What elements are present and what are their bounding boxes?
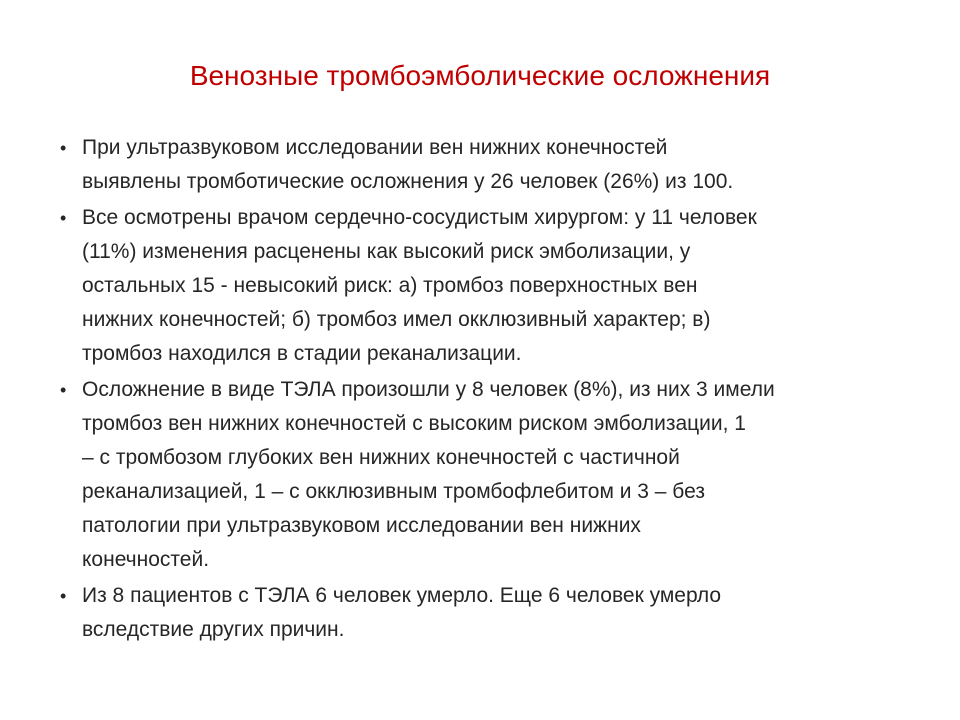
bullet-text-line: вследствие других причин. (82, 618, 345, 641)
slide-title: Венозные тромбоэмболические осложнения (189, 60, 771, 91)
bullet-text-line: (11%) изменения расценены как высокий риск эмболизации, у (82, 240, 691, 263)
bullet-text-line: тромбоз находился в стадии реканализации. (82, 342, 522, 365)
bullet-icon: • (60, 208, 67, 228)
bullet-item-3 (60, 373, 920, 577)
bullet-text-line: выявлены тромботические осложнения у 26 человек (26%) из 100. (82, 170, 734, 193)
bullet-text-line: – с тромбозом глубоких вен нижних конечностей с частичной (82, 446, 680, 469)
bullet-text-line: тромбоз вен нижних конечностей с высоким риском эмболизации, 1 (82, 412, 746, 435)
bullet-item-4 (60, 579, 920, 647)
bullet-text-line: нижних конечностей; б) тромбоз имел окклюзивный характер; в) (82, 308, 711, 331)
bullet-text-line: конечностей. (82, 548, 210, 571)
bullet-text-line: При ультразвуковом исследовании вен нижних конечностей (82, 136, 668, 159)
bullet-item-2 (60, 201, 920, 371)
bullet-list (60, 131, 920, 649)
bullet-text-line: Все осмотрены врачом сердечно-сосудистым хирургом: у 11 человек (82, 206, 757, 229)
bullet-icon: • (60, 586, 67, 606)
bullet-text-line: патологии при ультразвуковом исследовании вен нижних (82, 514, 641, 537)
bullet-item-1 (60, 131, 920, 199)
bullet-text-line: Осложнение в виде ТЭЛА произошли у 8 человек (8%), из них 3 имели (82, 378, 775, 401)
bullet-text-line: Из 8 пациентов с ТЭЛА 6 человек умерло. Еще 6 человек умерло (82, 584, 722, 607)
bullet-icon: • (60, 380, 67, 400)
bullet-icon: • (60, 138, 67, 158)
bullet-text-line: остальных 15 - невысокий риск: а) тромбоз поверхностных вен (82, 274, 698, 297)
bullet-text-line: реканализацией, 1 – с окклюзивным тромбофлебитом и 3 – без (82, 480, 705, 503)
